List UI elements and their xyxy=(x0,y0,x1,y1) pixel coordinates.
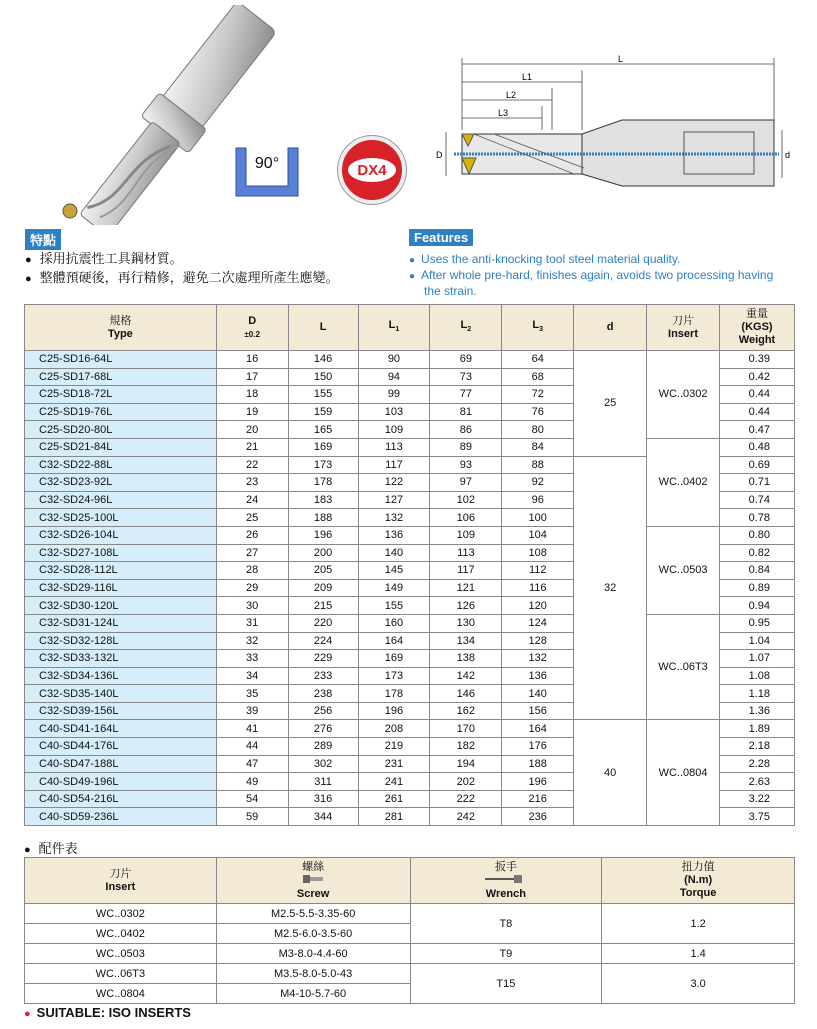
cell-L2: 73 xyxy=(430,368,502,386)
cell-L3: 120 xyxy=(502,597,574,615)
cell-L2: 170 xyxy=(430,720,502,738)
cell-weight: 2.18 xyxy=(720,738,795,756)
cell-L: 159 xyxy=(288,403,358,421)
cell-insert: WC..0804 xyxy=(647,720,720,826)
features-cn-item: ● 整體預硬後，再行精修，避免二次處理所產生應變。 xyxy=(25,269,339,288)
features-en-list xyxy=(409,252,789,298)
acc-cell-wrench: T9 xyxy=(410,944,602,964)
cell-L: 173 xyxy=(288,456,358,474)
cell-L1: 261 xyxy=(358,790,430,808)
cell-type: C40-SD54-216L xyxy=(25,790,217,808)
cell-weight: 2.63 xyxy=(720,773,795,791)
cell-L1: 160 xyxy=(358,614,430,632)
wrench-icon xyxy=(484,874,528,884)
cell-weight: 1.89 xyxy=(720,720,795,738)
cell-L2: 126 xyxy=(430,597,502,615)
cell-L: 215 xyxy=(288,597,358,615)
cell-L2: 138 xyxy=(430,650,502,668)
acc-cell-screw: M4-10-5.7-60 xyxy=(216,984,410,1004)
cell-L2: 102 xyxy=(430,491,502,509)
cell-D: 35 xyxy=(216,685,288,703)
features-cn-tag: 特點 xyxy=(25,229,61,250)
acc-cell-screw: M2.5-6.0-3.5-60 xyxy=(216,924,410,944)
cell-L2: 81 xyxy=(430,403,502,421)
cell-L1: 136 xyxy=(358,526,430,544)
cell-L3: 136 xyxy=(502,667,574,685)
cell-L3: 216 xyxy=(502,790,574,808)
cell-weight: 1.18 xyxy=(720,685,795,703)
cell-weight: 0.80 xyxy=(720,526,795,544)
cell-type: C32-SD25-100L xyxy=(25,509,217,527)
cell-D: 24 xyxy=(216,491,288,509)
cell-L1: 99 xyxy=(358,386,430,404)
cell-L: 316 xyxy=(288,790,358,808)
cell-L3: 164 xyxy=(502,720,574,738)
dim-L2: L2 xyxy=(506,90,517,100)
cell-L2: 130 xyxy=(430,614,502,632)
cell-D: 20 xyxy=(216,421,288,439)
acc-col-screw: 螺絲 Screw xyxy=(216,858,410,904)
cell-type: C32-SD34-136L xyxy=(25,667,217,685)
cell-type: C25-SD20-80L xyxy=(25,421,217,439)
col-L1: $L_1$ xyxy=(358,305,430,351)
spec-table-header xyxy=(25,305,795,351)
features-cn-item: ● 採用抗震性工具鋼材質。 xyxy=(25,250,339,269)
cell-L: 178 xyxy=(288,474,358,492)
cell-type: C32-SD31-124L xyxy=(25,614,217,632)
col-insert: 刀片 Insert xyxy=(647,305,720,351)
cell-type: C32-SD33-132L xyxy=(25,650,217,668)
cell-L1: 140 xyxy=(358,544,430,562)
col-d: d xyxy=(574,305,647,351)
cell-L2: 113 xyxy=(430,544,502,562)
cell-L: 155 xyxy=(288,386,358,404)
cell-D: 41 xyxy=(216,720,288,738)
cell-type: C32-SD29-116L xyxy=(25,579,217,597)
acc-cell-wrench: T8 xyxy=(410,904,602,944)
cell-L3: 128 xyxy=(502,632,574,650)
cell-L3: 188 xyxy=(502,755,574,773)
cell-d: 32 xyxy=(574,456,647,720)
cell-weight: 0.69 xyxy=(720,456,795,474)
cell-L2: 134 xyxy=(430,632,502,650)
cell-D: 33 xyxy=(216,650,288,668)
cell-L2: 117 xyxy=(430,562,502,580)
acc-cell-insert: WC..0402 xyxy=(25,924,217,944)
suitable-inserts-note: ● SUITABLE: ISO INSERTS xyxy=(24,1005,191,1020)
acc-cell-insert: WC..0804 xyxy=(25,984,217,1004)
cell-L2: 222 xyxy=(430,790,502,808)
spec-table-row xyxy=(25,438,795,456)
acc-col-torque: 扭力值 (N.m) Torque xyxy=(602,858,795,904)
cell-L: 209 xyxy=(288,579,358,597)
cell-type: C32-SD30-120L xyxy=(25,597,217,615)
acc-cell-torque: 1.4 xyxy=(602,944,795,964)
cell-L: 146 xyxy=(288,351,358,369)
cell-D: 18 xyxy=(216,386,288,404)
cell-weight: 0.89 xyxy=(720,579,795,597)
cell-insert: WC..0503 xyxy=(647,526,720,614)
cell-weight: 0.95 xyxy=(720,614,795,632)
cell-D: 47 xyxy=(216,755,288,773)
cell-L: 311 xyxy=(288,773,358,791)
cell-type: C32-SD39-156L xyxy=(25,702,217,720)
cell-L: 229 xyxy=(288,650,358,668)
cell-L3: 104 xyxy=(502,526,574,544)
cell-L: 165 xyxy=(288,421,358,439)
cell-L1: 219 xyxy=(358,738,430,756)
cell-L1: 94 xyxy=(358,368,430,386)
cell-L2: 77 xyxy=(430,386,502,404)
cell-type: C32-SD32-128L xyxy=(25,632,217,650)
cell-L3: 140 xyxy=(502,685,574,703)
cell-D: 44 xyxy=(216,738,288,756)
acc-cell-torque: 3.0 xyxy=(602,964,795,1004)
cell-weight: 0.47 xyxy=(720,421,795,439)
cell-L2: 146 xyxy=(430,685,502,703)
cell-L: 256 xyxy=(288,702,358,720)
cell-weight: 3.75 xyxy=(720,808,795,826)
cell-L2: 121 xyxy=(430,579,502,597)
cell-L1: 241 xyxy=(358,773,430,791)
cell-L3: 96 xyxy=(502,491,574,509)
cell-L3: 84 xyxy=(502,438,574,456)
dx4-label: DX4 xyxy=(348,158,396,182)
col-weight: 重量 (KGS) Weight xyxy=(720,305,795,351)
cell-weight: 0.78 xyxy=(720,509,795,527)
acc-col-wrench: 扳手 Wrench xyxy=(410,858,602,904)
cell-D: 29 xyxy=(216,579,288,597)
features-en-item: ● Uses the anti-knocking tool steel material quality. xyxy=(409,252,789,268)
cell-L1: 145 xyxy=(358,562,430,580)
acc-cell-insert: WC..0302 xyxy=(25,904,217,924)
cell-type: C32-SD28-112L xyxy=(25,562,217,580)
cell-weight: 1.08 xyxy=(720,667,795,685)
cell-L3: 236 xyxy=(502,808,574,826)
cell-L: 289 xyxy=(288,738,358,756)
cell-L: 200 xyxy=(288,544,358,562)
cell-L2: 69 xyxy=(430,351,502,369)
cell-type: C32-SD24-96L xyxy=(25,491,217,509)
spec-table-row xyxy=(25,614,795,632)
cell-insert: WC..0402 xyxy=(647,438,720,526)
cell-L3: 72 xyxy=(502,386,574,404)
cell-L2: 86 xyxy=(430,421,502,439)
cell-L2: 97 xyxy=(430,474,502,492)
cell-L2: 142 xyxy=(430,667,502,685)
cell-L: 205 xyxy=(288,562,358,580)
cell-L1: 231 xyxy=(358,755,430,773)
cell-weight: 0.94 xyxy=(720,597,795,615)
cell-weight: 1.04 xyxy=(720,632,795,650)
cell-L2: 242 xyxy=(430,808,502,826)
cell-L1: 178 xyxy=(358,685,430,703)
col-D: D ±0.2 xyxy=(216,305,288,351)
cell-weight: 0.82 xyxy=(720,544,795,562)
cell-L3: 64 xyxy=(502,351,574,369)
cell-L2: 109 xyxy=(430,526,502,544)
cell-L3: 112 xyxy=(502,562,574,580)
cell-L2: 202 xyxy=(430,773,502,791)
cell-type: C25-SD16-64L xyxy=(25,351,217,369)
cell-L1: 164 xyxy=(358,632,430,650)
accessories-header xyxy=(25,858,795,904)
features-en-tag: Features xyxy=(409,229,473,246)
spec-table-row xyxy=(25,351,795,369)
cell-type: C40-SD49-196L xyxy=(25,773,217,791)
features-en-item: ● After whole pre-hard, finishes again, avoids two processing having the strain. xyxy=(409,268,789,298)
cell-type: C25-SD19-76L xyxy=(25,403,217,421)
cell-type: C40-SD47-188L xyxy=(25,755,217,773)
cell-type: C25-SD17-68L xyxy=(25,368,217,386)
cell-L3: 68 xyxy=(502,368,574,386)
cell-L: 196 xyxy=(288,526,358,544)
cell-L3: 156 xyxy=(502,702,574,720)
cell-L1: 109 xyxy=(358,421,430,439)
cell-L3: 116 xyxy=(502,579,574,597)
cell-L3: 100 xyxy=(502,509,574,527)
cell-weight: 0.39 xyxy=(720,351,795,369)
cell-L1: 127 xyxy=(358,491,430,509)
cell-L3: 124 xyxy=(502,614,574,632)
col-L: L xyxy=(288,305,358,351)
cell-weight: 0.44 xyxy=(720,386,795,404)
cell-L1: 149 xyxy=(358,579,430,597)
cell-type: C40-SD44-176L xyxy=(25,738,217,756)
cell-L2: 89 xyxy=(430,438,502,456)
cell-D: 23 xyxy=(216,474,288,492)
cell-D: 32 xyxy=(216,632,288,650)
cell-L2: 182 xyxy=(430,738,502,756)
accessories-title: ● 配件表 xyxy=(24,838,78,857)
cell-D: 22 xyxy=(216,456,288,474)
cell-D: 59 xyxy=(216,808,288,826)
cell-D: 30 xyxy=(216,597,288,615)
cell-weight: 1.36 xyxy=(720,702,795,720)
cell-L3: 196 xyxy=(502,773,574,791)
cell-L1: 173 xyxy=(358,667,430,685)
cell-D: 28 xyxy=(216,562,288,580)
cell-D: 49 xyxy=(216,773,288,791)
cell-L2: 194 xyxy=(430,755,502,773)
cell-D: 26 xyxy=(216,526,288,544)
cell-D: 34 xyxy=(216,667,288,685)
cell-L: 188 xyxy=(288,509,358,527)
cell-weight: 0.84 xyxy=(720,562,795,580)
cell-insert: WC..06T3 xyxy=(647,614,720,720)
cell-weight: 2.28 xyxy=(720,755,795,773)
cell-D: 39 xyxy=(216,702,288,720)
cell-L: 220 xyxy=(288,614,358,632)
cell-D: 54 xyxy=(216,790,288,808)
cell-L1: 155 xyxy=(358,597,430,615)
cell-type: C32-SD35-140L xyxy=(25,685,217,703)
angle-badge-label: 90° xyxy=(254,155,280,172)
dim-d: d xyxy=(785,150,791,160)
cell-L1: 196 xyxy=(358,702,430,720)
cell-weight: 0.44 xyxy=(720,403,795,421)
dimension-schematic xyxy=(434,50,794,210)
cell-L1: 208 xyxy=(358,720,430,738)
dim-L: L xyxy=(618,54,624,64)
cell-weight: 1.07 xyxy=(720,650,795,668)
cell-L2: 106 xyxy=(430,509,502,527)
cell-L2: 93 xyxy=(430,456,502,474)
cell-type: C40-SD59-236L xyxy=(25,808,217,826)
cell-d: 40 xyxy=(574,720,647,826)
spec-table-row xyxy=(25,526,795,544)
cell-L3: 88 xyxy=(502,456,574,474)
cell-L: 183 xyxy=(288,491,358,509)
cell-type: C32-SD27-108L xyxy=(25,544,217,562)
cell-d: 25 xyxy=(574,351,647,457)
cell-L2: 162 xyxy=(430,702,502,720)
cell-weight: 0.71 xyxy=(720,474,795,492)
cell-L: 224 xyxy=(288,632,358,650)
cell-L1: 281 xyxy=(358,808,430,826)
cell-L3: 108 xyxy=(502,544,574,562)
acc-cell-insert: WC..0503 xyxy=(25,944,217,964)
cell-insert: WC..0302 xyxy=(647,351,720,439)
col-L2: $L_2$ xyxy=(430,305,502,351)
cell-L1: 113 xyxy=(358,438,430,456)
accessories-row xyxy=(25,904,795,924)
cell-L: 238 xyxy=(288,685,358,703)
acc-cell-screw: M2.5-5.5-3.35-60 xyxy=(216,904,410,924)
cell-type: C32-SD23-92L xyxy=(25,474,217,492)
acc-cell-torque: 1.2 xyxy=(602,904,795,944)
cell-D: 31 xyxy=(216,614,288,632)
cell-L3: 132 xyxy=(502,650,574,668)
spec-table-row xyxy=(25,720,795,738)
cell-D: 21 xyxy=(216,438,288,456)
cell-weight: 0.42 xyxy=(720,368,795,386)
cell-L1: 103 xyxy=(358,403,430,421)
accessories-row xyxy=(25,964,795,984)
dx4-badge xyxy=(338,136,406,204)
features-cn-list xyxy=(25,250,339,288)
cell-L: 344 xyxy=(288,808,358,826)
accessories-table xyxy=(24,857,795,1004)
cell-D: 17 xyxy=(216,368,288,386)
acc-col-insert: 刀片 Insert xyxy=(25,858,217,904)
dim-L3: L3 xyxy=(498,108,509,118)
cell-L: 302 xyxy=(288,755,358,773)
col-L3: $L_3$ xyxy=(502,305,574,351)
cell-L1: 169 xyxy=(358,650,430,668)
cell-D: 16 xyxy=(216,351,288,369)
cell-L1: 122 xyxy=(358,474,430,492)
dim-D: D xyxy=(436,150,443,160)
cell-type: C25-SD21-84L xyxy=(25,438,217,456)
dim-L1: L1 xyxy=(522,72,533,82)
acc-cell-wrench: T15 xyxy=(410,964,602,1004)
cell-L: 276 xyxy=(288,720,358,738)
cell-type: C32-SD26-104L xyxy=(25,526,217,544)
cell-L: 233 xyxy=(288,667,358,685)
acc-cell-insert: WC..06T3 xyxy=(25,964,217,984)
screw-icon xyxy=(302,874,324,884)
angle-90-badge xyxy=(232,140,302,200)
cell-L1: 90 xyxy=(358,351,430,369)
cell-L1: 132 xyxy=(358,509,430,527)
cell-D: 25 xyxy=(216,509,288,527)
acc-cell-screw: M3-8.0-4.4-60 xyxy=(216,944,410,964)
spec-table xyxy=(24,304,795,826)
cell-type: C32-SD22-88L xyxy=(25,456,217,474)
col-type: 規格 Type xyxy=(25,305,217,351)
cell-L: 169 xyxy=(288,438,358,456)
cell-L: 150 xyxy=(288,368,358,386)
cell-weight: 0.48 xyxy=(720,438,795,456)
cell-D: 19 xyxy=(216,403,288,421)
acc-cell-screw: M3.5-8.0-5.0-43 xyxy=(216,964,410,984)
cell-L3: 76 xyxy=(502,403,574,421)
cell-L3: 80 xyxy=(502,421,574,439)
cell-L3: 92 xyxy=(502,474,574,492)
cell-D: 27 xyxy=(216,544,288,562)
cell-type: C25-SD18-72L xyxy=(25,386,217,404)
cell-L1: 117 xyxy=(358,456,430,474)
cell-weight: 0.74 xyxy=(720,491,795,509)
cell-L3: 176 xyxy=(502,738,574,756)
cell-weight: 3.22 xyxy=(720,790,795,808)
cell-type: C40-SD41-164L xyxy=(25,720,217,738)
accessories-row xyxy=(25,944,795,964)
